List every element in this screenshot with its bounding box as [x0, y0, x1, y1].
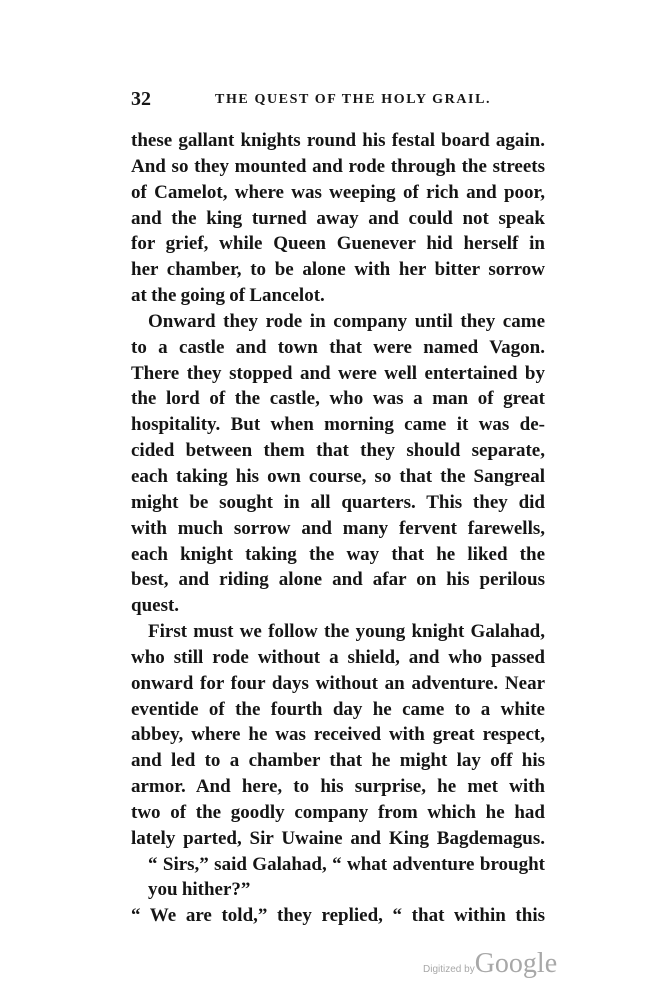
- digitized-by-google-watermark: Digitized byGoogle: [423, 948, 558, 979]
- page-body-text: [131, 128, 545, 929]
- text-line: Onward they rode in company until they came: [148, 310, 545, 332]
- text-line: “ We are told,” they replied, “ that within this: [131, 905, 545, 927]
- text-line: quest.: [131, 595, 180, 617]
- text-line: And so they mounted and rode through the streets: [131, 155, 545, 177]
- text-line: onward for four days without an adventure. Near: [131, 672, 545, 694]
- running-header: [131, 88, 545, 112]
- text-line: “ Sirs,” said Galahad, “ what adventure brought: [148, 853, 545, 875]
- text-line: two of the goodly company from which he had: [131, 801, 545, 823]
- text-line: to a castle and town that were named Vagon.: [131, 336, 545, 358]
- running-title: THE QUEST OF THE HOLY GRAIL.: [215, 92, 492, 107]
- page-number: 32: [131, 88, 151, 110]
- text-line: you hither?”: [148, 879, 251, 901]
- text-line: eventide of the fourth day he came to a white: [131, 698, 545, 720]
- text-line: with much sorrow and many fervent farewells,: [131, 517, 545, 539]
- text-line: abbey, where he was received with great respect,: [131, 724, 545, 746]
- text-line: of Camelot, where was weeping of rich and poor,: [131, 181, 545, 203]
- text-line: who still rode without a shield, and who passed: [131, 646, 545, 668]
- text-line: for grief, while Queen Guenever hid herself in: [131, 233, 545, 255]
- text-line: at the going of Lancelot.: [131, 285, 325, 307]
- text-line: lately parted, Sir Uwaine and King Bagdemagus.: [131, 827, 545, 849]
- text-line: and led to a chamber that he might lay off his: [131, 750, 545, 772]
- text-line: cided between them that they should separate,: [131, 440, 545, 462]
- text-line: might be sought in all quarters. This they did: [131, 491, 545, 513]
- text-line: and the king turned away and could not speak: [131, 207, 545, 229]
- text-line: her chamber, to be alone with her bitter sorrow: [131, 259, 545, 281]
- text-line: armor. And here, to his surprise, he met with: [131, 776, 545, 798]
- text-line: the lord of the castle, who was a man of great: [131, 388, 545, 410]
- text-line: First must we follow the young knight Galahad,: [148, 621, 545, 643]
- text-line: each knight taking the way that he liked the: [131, 543, 545, 565]
- text-line: these gallant knights round his festal board again.: [131, 130, 545, 151]
- text-line: best, and riding alone and afar on his perilous: [131, 569, 545, 591]
- text-line: There they stopped and were well entertained by: [131, 362, 545, 384]
- text-line: each taking his own course, so that the Sangreal: [131, 465, 545, 487]
- text-line: hospitality. But when morning came it was de-: [131, 414, 545, 436]
